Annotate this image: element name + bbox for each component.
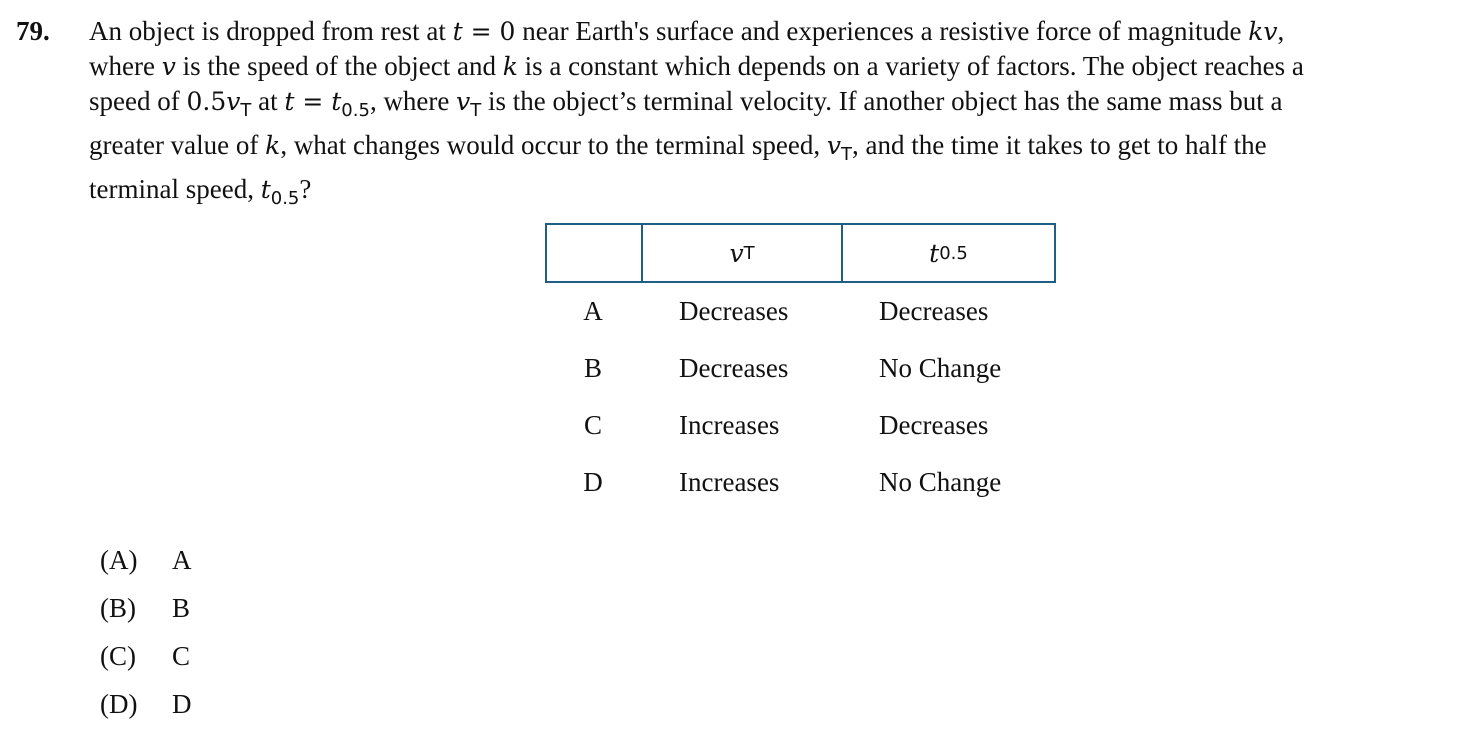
stem-text: greater value of	[89, 130, 266, 160]
table-row	[545, 397, 1056, 454]
header-cell-t05	[843, 225, 1054, 281]
table-row	[545, 454, 1056, 511]
math-equals: =	[462, 17, 500, 46]
row-vt: Decreases	[679, 296, 789, 326]
math-t: t	[284, 87, 295, 116]
row-label: D	[583, 467, 603, 497]
stem-text: ?	[299, 174, 312, 204]
row-t05: Decreases	[879, 410, 989, 440]
stem-text: , what changes would occur to the terminal speed,	[280, 130, 827, 160]
stem-text: ,	[1277, 16, 1285, 46]
stem-line-1	[89, 14, 1469, 49]
stem-text: near Earth's surface and experiences a resistive force of magnitude	[515, 16, 1249, 46]
row-vt: Increases	[679, 467, 780, 497]
math-sub-T: T	[240, 100, 252, 121]
math-t: t	[452, 17, 463, 46]
table-header	[545, 223, 1056, 283]
choice-c[interactable]	[100, 632, 192, 680]
answer-choices	[100, 536, 192, 728]
stem-text: is the speed of the object and	[175, 51, 503, 81]
choice-d[interactable]	[100, 680, 192, 728]
stem-text: where	[89, 51, 162, 81]
math-t: t	[260, 175, 271, 204]
row-label: C	[583, 410, 602, 440]
choice-value: D	[172, 688, 192, 719]
choice-label: (A)	[100, 544, 138, 575]
choice-value: B	[172, 592, 191, 623]
math-v: v	[456, 87, 471, 116]
choice-label: (B)	[100, 592, 136, 623]
table-row	[545, 340, 1056, 397]
math-sub-T: T	[470, 100, 482, 121]
row-vt: Decreases	[679, 353, 789, 383]
header-sub: T	[743, 242, 755, 264]
stem-text: speed of	[89, 86, 187, 116]
choice-value: A	[172, 544, 192, 575]
math-v: v	[161, 52, 176, 81]
math-k: k	[502, 52, 518, 81]
math-kv: kv	[1248, 17, 1278, 46]
question-number: 79.	[16, 16, 50, 46]
header-var: t	[929, 238, 940, 268]
math-sub-half: 0.5	[341, 100, 370, 121]
row-t05: Decreases	[879, 296, 989, 326]
math-v: v	[826, 131, 842, 160]
stem-text: terminal speed,	[89, 174, 261, 204]
stem-text: is a constant which depends on a variety of factors. The object reaches a	[517, 51, 1304, 81]
question-stem	[89, 14, 1469, 216]
math-t: t	[331, 87, 342, 116]
choice-value: C	[172, 640, 191, 671]
header-cell-vt	[643, 225, 843, 281]
math-v: v	[226, 87, 241, 116]
choice-label: (D)	[100, 688, 138, 719]
math-half: 0.5	[186, 87, 227, 116]
header-var: v	[729, 238, 744, 268]
answer-table	[545, 223, 1056, 511]
row-vt: Increases	[679, 410, 780, 440]
math-sub-T: T	[841, 144, 853, 165]
header-sub: 0.5	[939, 242, 968, 264]
choice-b[interactable]	[100, 584, 192, 632]
math-sub-half: 0.5	[270, 188, 300, 209]
choice-label: (C)	[100, 640, 136, 671]
choice-a[interactable]	[100, 536, 192, 584]
stem-text: An object is dropped from rest at	[89, 16, 453, 46]
stem-text: , and the time it takes to get to half the	[852, 130, 1267, 160]
stem-line-5	[89, 172, 1469, 216]
row-t05: No Change	[879, 353, 1002, 383]
table-row	[545, 283, 1056, 340]
row-label: A	[583, 296, 603, 326]
stem-line-3	[89, 84, 1469, 128]
stem-text: at	[251, 86, 285, 116]
stem-line-4	[89, 128, 1469, 172]
header-cell-empty	[547, 225, 643, 281]
math-zero: 0	[499, 17, 516, 46]
math-k: k	[265, 131, 281, 160]
stem-text: is the object’s terminal velocity. If another object has the same mass but a	[481, 86, 1283, 116]
table-body	[545, 283, 1056, 511]
row-t05: No Change	[879, 467, 1002, 497]
math-equals: =	[294, 87, 332, 116]
stem-line-2	[89, 49, 1469, 84]
row-label: B	[583, 353, 602, 383]
stem-text: , where	[369, 86, 457, 116]
